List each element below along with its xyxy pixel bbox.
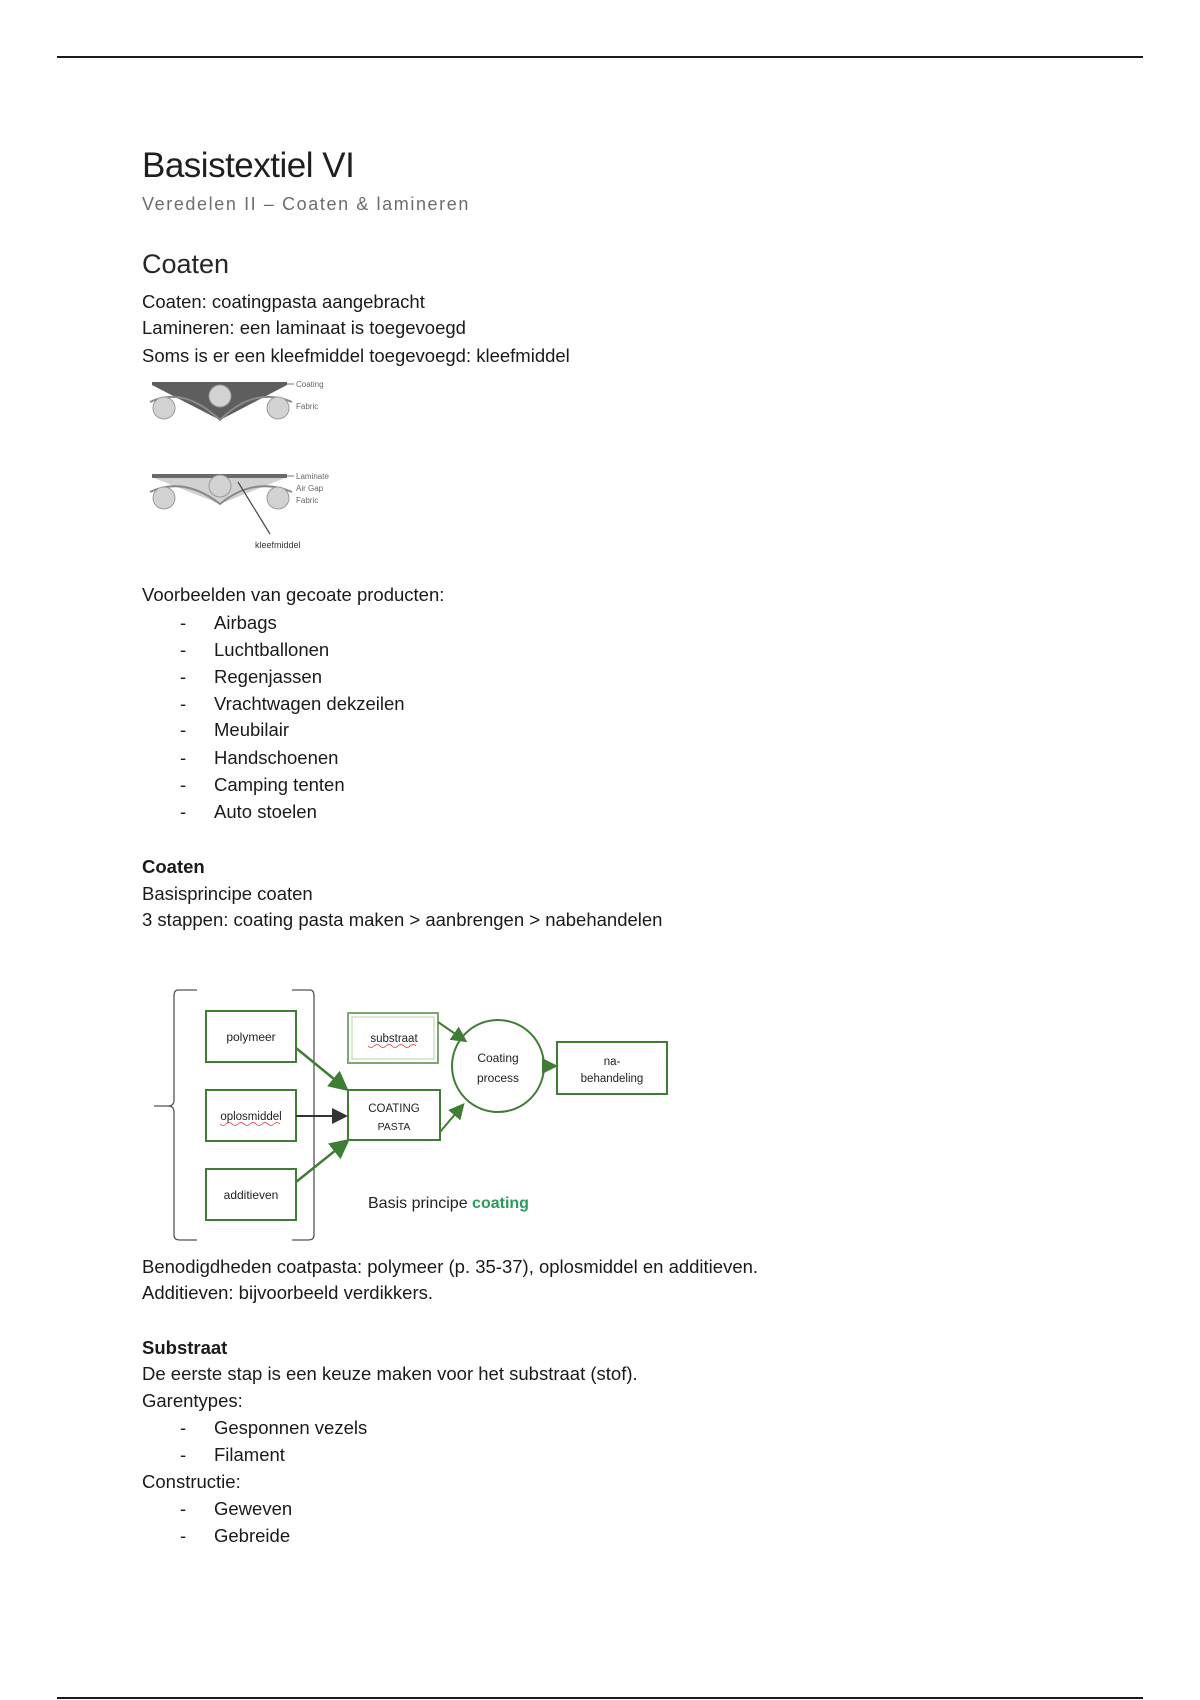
footer-rule	[57, 1697, 1143, 1699]
substraat-heading: Substraat	[142, 1337, 228, 1358]
list-item: - Gesponnen vezels	[180, 1417, 368, 1438]
text-process-1: Coating	[477, 1051, 519, 1065]
fiber-circle	[153, 397, 175, 419]
label-air-gap: Air Gap	[296, 484, 324, 493]
label-coating: Coating	[296, 380, 324, 389]
requirements-line-2: Additieven: bijvoorbeeld verdikkers.	[142, 1282, 434, 1303]
text-nabehandeling-2: behandeling	[580, 1073, 644, 1085]
list-item: - Filament	[180, 1444, 285, 1465]
examples-intro: Voorbeelden van gecoate producten:	[142, 584, 445, 605]
label-laminate: Laminate	[296, 472, 329, 481]
constructie-label: Constructie:	[142, 1471, 241, 1492]
fiber-circle	[209, 475, 231, 497]
garentypes-label: Garentypes:	[142, 1390, 243, 1411]
label-kleefmiddel: kleefmiddel	[255, 540, 301, 550]
substraat-line-1: De eerste stap is een keuze maken voor het substraat (stof).	[142, 1363, 638, 1384]
text-process-2: process	[476, 1071, 520, 1085]
text-substraat: substraat	[370, 1033, 418, 1045]
header-rule	[57, 56, 1143, 58]
text-oplosmiddel: oplosmiddel	[220, 1111, 282, 1123]
coaten-line-1: Coaten: coatingpasta aangebracht	[142, 291, 425, 312]
arrow-substraat-to-process	[438, 1022, 464, 1040]
coaten-line-2: Lamineren: een laminaat is toegevoegd	[142, 317, 466, 338]
fiber-circle	[267, 487, 289, 509]
arrow-polymeer-to-pasta	[296, 1048, 345, 1088]
list-item: - Gebreide	[180, 1525, 291, 1546]
box-nabehandeling	[557, 1042, 667, 1094]
list-item: - Regenjassen	[180, 666, 322, 687]
text-additieven: additieven	[223, 1188, 279, 1202]
label-fabric-bottom: Fabric	[296, 496, 319, 505]
coating-layers-figure	[142, 374, 352, 560]
list-item: - Geweven	[180, 1498, 293, 1519]
list-item: - Vrachtwagen dekzeilen	[180, 693, 405, 714]
principle-line-1: Basisprincipe coaten	[142, 883, 313, 904]
requirements-line-1: Benodigdheden coatpasta: polymeer (p. 35-37), oplosmiddel en additieven.	[142, 1256, 759, 1277]
principle-heading: Coaten	[142, 856, 205, 877]
coaten-line-3: Soms is er een kleefmiddel toegevoegd: kleefmiddel	[142, 345, 570, 366]
text-coating-pasta-1: COATING	[368, 1103, 420, 1115]
principle-line-2: 3 stappen: coating pasta maken > aanbrengen > nabehandelen	[142, 909, 663, 930]
fiber-circle	[267, 397, 289, 419]
list-item: - Handschoenen	[180, 747, 339, 768]
fiber-circle	[209, 385, 231, 407]
text-coating-pasta-2: PASTA	[377, 1121, 411, 1133]
left-brace	[154, 990, 197, 1240]
diagram-caption: Basis principe coating	[368, 1195, 529, 1212]
list-item: - Luchtballonen	[180, 639, 330, 660]
arrow-pasta-to-process	[440, 1106, 462, 1132]
arrow-additieven-to-pasta	[296, 1142, 346, 1182]
section-heading-coaten: Coaten	[142, 249, 230, 279]
list-item: - Auto stoelen	[180, 801, 317, 822]
document-title: Basistextiel VI	[142, 146, 355, 185]
document-subtitle: Veredelen II – Coaten & lamineren	[142, 194, 470, 214]
text-polymeer: polymeer	[226, 1030, 276, 1044]
text-nabehandeling-1: na-	[603, 1056, 621, 1068]
list-item: - Camping tenten	[180, 774, 345, 795]
coating-principle-diagram	[142, 960, 682, 1245]
label-fabric-top: Fabric	[296, 402, 319, 411]
fiber-circle	[153, 487, 175, 509]
list-item: - Meubilair	[180, 719, 290, 740]
circle-coating-process	[452, 1020, 544, 1112]
list-item: - Airbags	[180, 612, 277, 633]
